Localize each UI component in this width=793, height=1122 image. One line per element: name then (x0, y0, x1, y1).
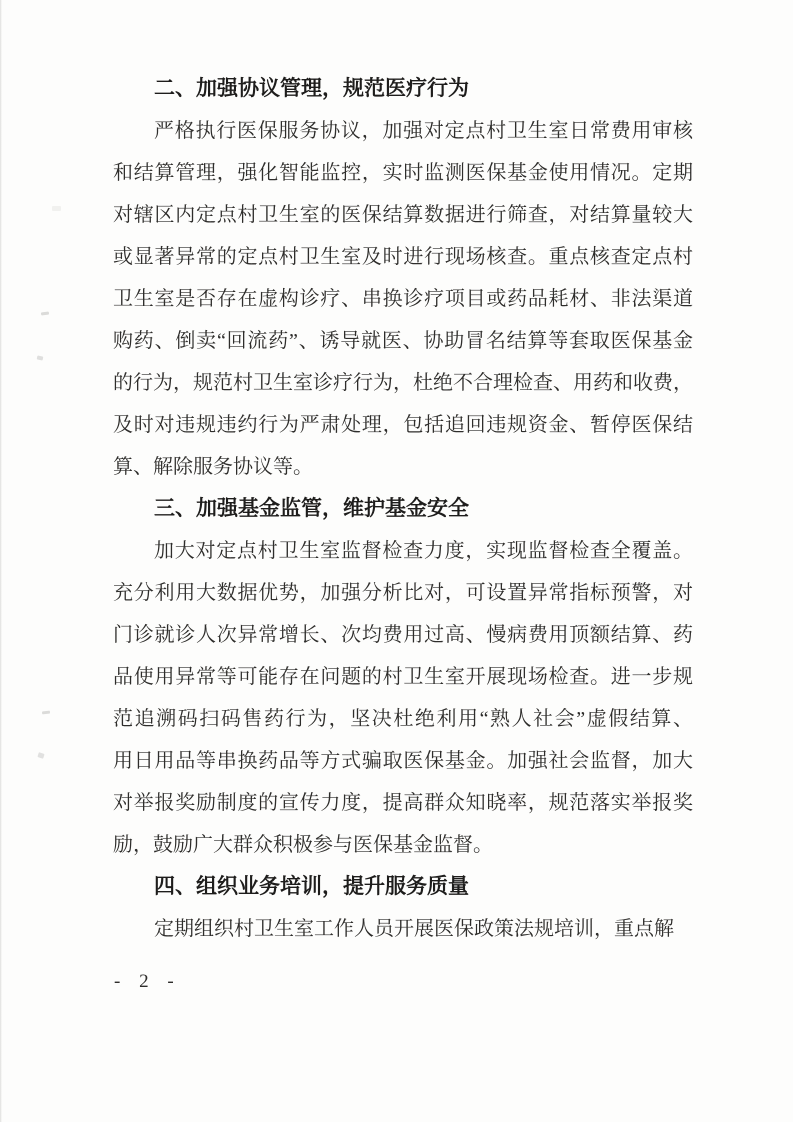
paragraph-line: 加大对定点村卫生室监督检查力度，实现监督检查全覆盖。 (154, 540, 693, 562)
paragraph-line: 范追溯码扫码售药行为，坚决杜绝利用“熟人社会”虚假结算、 (113, 708, 693, 730)
paragraph-line: 励，鼓励广大群众积极参与医保基金监督。 (113, 834, 493, 856)
paragraph-line: 的行为，规范村卫生室诊疗行为，杜绝不合理检查、用药和收费， (113, 372, 693, 394)
page-number: - 2 - (114, 971, 181, 992)
paragraph-line: 充分利用大数据优势，加强分析比对，可设置异常指标预警，对 (113, 582, 693, 604)
scan-speck (37, 355, 44, 360)
paragraph-line: 对辖区内定点村卫生室的医保结算数据进行筛查，对结算量较大 (113, 204, 693, 226)
paragraph-line: 门诊就诊人次异常增长、次均费用过高、慢病费用顶额结算、药 (113, 624, 693, 646)
paragraph-line: 及时对违规违约行为严肃处理，包括追回违规资金、暂停医保结 (113, 414, 693, 436)
paragraph-line: 和结算管理，强化智能监控，实时监测医保基金使用情况。定期 (113, 162, 693, 184)
scan-speck (42, 711, 50, 715)
document-body (113, 68, 693, 950)
paragraph-line: 品使用异常等可能存在问题的村卫生室开展现场检查。进一步规 (113, 666, 693, 688)
scan-speck (52, 206, 61, 211)
paragraph-line: 对举报奖励制度的宣传力度，提高群众知晓率，规范落实举报奖 (113, 792, 693, 814)
paragraph-line: 卫生室是否存在虚构诊疗、串换诊疗项目或药品耗材、非法渠道 (113, 288, 693, 310)
scan-speck (37, 752, 44, 759)
section-4-heading: 四、组织业务培训，提升服务质量 (154, 875, 469, 898)
scan-left-edge (0, 0, 2, 1122)
paragraph-line: 购药、倒卖“回流药”、诱导就医、协助冒名结算等套取医保基金 (113, 330, 693, 352)
section-2-heading: 二、加强协议管理，规范医疗行为 (154, 77, 469, 100)
section-3-heading: 三、加强基金监管，维护基金安全 (154, 497, 469, 520)
paragraph-line: 严格执行医保服务协议，加强对定点村卫生室日常费用审核 (154, 120, 693, 142)
scan-speck (41, 311, 49, 315)
paragraph-line: 定期组织村卫生室工作人员开展医保政策法规培训，重点解 (154, 918, 674, 940)
paragraph-line: 或显著异常的定点村卫生室及时进行现场核查。重点核查定点村 (113, 246, 693, 268)
paragraph-line: 算、解除服务协议等。 (113, 456, 313, 478)
paragraph-line: 用日用品等串换药品等方式骗取医保基金。加强社会监督，加大 (113, 750, 693, 772)
